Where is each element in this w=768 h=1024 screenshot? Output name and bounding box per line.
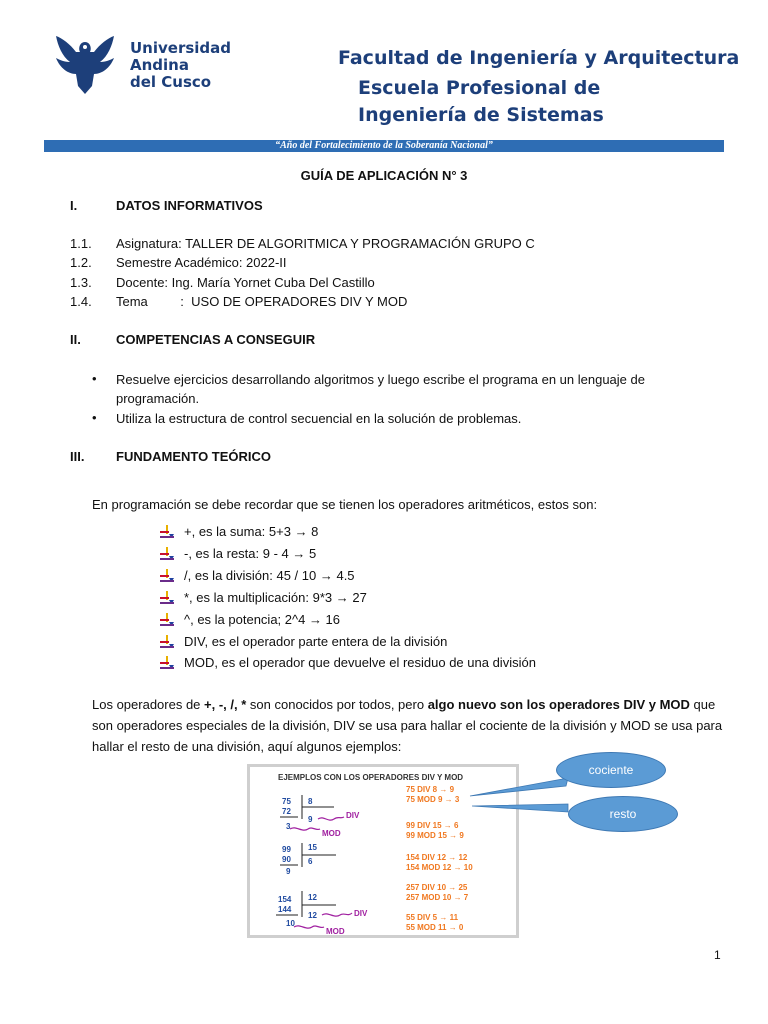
divisor: 15 [308, 843, 317, 852]
info-subject: Asignatura: TALLER DE ALGORITMICA Y PROGRAMACIÓN GRUPO C [116, 236, 535, 251]
figure-example: 154 DIV 12 → 12 [406, 853, 468, 862]
dividend: 154 [278, 895, 292, 904]
operator-item: *, es la multiplicación: 9*3 → 27 [184, 590, 367, 605]
bullet-dot: • [92, 410, 97, 425]
program-title: Ingeniería de Sistemas [358, 104, 604, 126]
operator-bullet-icon [160, 525, 174, 539]
guide-title: GUÍA DE APLICACIÓN N° 3 [300, 168, 468, 183]
operator-bullet-icon [160, 613, 174, 627]
operator-item: MOD, es el operador que devuelve el residuo de una división [184, 655, 536, 670]
quotient: 9 [308, 815, 313, 824]
section1-number: I. [70, 198, 78, 213]
paragraph-ops: +, -, /, * [204, 697, 247, 712]
info-semester: Semestre Académico: 2022-II [116, 255, 287, 270]
university-name [130, 40, 231, 91]
info-number: 1.3. [70, 275, 92, 290]
operator-item: /, es la división: 45 / 10 → 4.5 [184, 568, 355, 583]
figure-example: 99 MOD 15 → 9 [406, 831, 464, 840]
operator-bullet-icon [160, 656, 174, 670]
university-name-line1: Universidad [130, 39, 232, 57]
paragraph-text: son conocidos por todos, pero [246, 697, 428, 712]
operator-item: +, es la suma: 5+3 → 8 [184, 524, 319, 539]
figure-example: 55 DIV 5 → 11 [406, 913, 459, 922]
section3-title: FUNDAMENTO TEÓRICO [116, 449, 272, 464]
paragraph-text: que son operadores especiales de la división, DIV se usa para hallar el cociente de la división y MOD se usa para hallar el resto de una división, aquí algunos ejemplos: [92, 697, 723, 754]
div-label: DIV [354, 909, 368, 918]
dividend: 75 [282, 797, 291, 806]
info-number: 1.2. [70, 255, 92, 270]
quotient: 12 [308, 911, 317, 920]
operator-bullet-icon [160, 569, 174, 583]
remainder: 10 [286, 919, 295, 928]
info-number: 1.1. [70, 236, 92, 251]
operator-bullet-icon [160, 547, 174, 561]
intro-text: En programación se debe recordar que se tienen los operadores aritméticos, estos son: [92, 497, 598, 512]
quotient-callout: cociente [556, 752, 666, 788]
mod-label: MOD [326, 927, 345, 936]
info-number: 1.4. [70, 294, 92, 309]
subtrahend: 144 [278, 905, 292, 914]
quotient: 6 [308, 857, 313, 866]
figure-example: 257 MOD 10 → 7 [406, 893, 469, 902]
operator-bullet-icon [160, 591, 174, 605]
section1-title: DATOS INFORMATIVOS [116, 198, 263, 213]
university-name-line2: Andina [130, 56, 189, 74]
competence-item: Resuelve ejercicios desarrollando algoritmos y luego escribe el programa en un lenguaje de programación. [116, 372, 645, 406]
paragraph-highlight: algo nuevo son los operadores DIV y MOD [427, 697, 690, 712]
competence-item: Utiliza la estructura de control secuencial en la solución de problemas. [116, 411, 522, 426]
figure-example: 75 DIV 8 → 9 [406, 785, 455, 794]
div-label: DIV [346, 811, 360, 820]
subtrahend: 90 [282, 855, 291, 864]
rest-callout: resto [568, 796, 678, 832]
remainder: 3 [286, 822, 291, 831]
operator-item: ^, es la potencia; 2^4 → 16 [184, 612, 341, 627]
figure-example: 75 MOD 9 → 3 [406, 795, 460, 804]
figure-example: 257 DIV 10 → 25 [406, 883, 468, 892]
div-mod-paragraph [92, 694, 732, 757]
section3-number: III. [70, 449, 85, 464]
school-title: Escuela Profesional de [358, 77, 601, 99]
info-topic: Tema : USO DE OPERADORES DIV Y MOD [116, 294, 408, 309]
condor-icon [50, 30, 120, 100]
figure-example: 55 MOD 11 → 0 [406, 923, 464, 932]
operator-item: DIV, es el operador parte entera de la división [184, 634, 448, 649]
remainder: 9 [286, 867, 291, 876]
info-teacher: Docente: Ing. María Yornet Cuba Del Castillo [116, 275, 375, 290]
faculty-title: Facultad de Ingeniería y Arquitectura [338, 47, 740, 69]
section2-number: II. [70, 332, 81, 347]
paragraph-text: Los operadores de [92, 697, 205, 712]
figure-example: 154 MOD 12 → 10 [406, 863, 473, 872]
divisor: 12 [308, 893, 317, 902]
divisor: 8 [308, 797, 313, 806]
operator-bullet-icon [160, 635, 174, 649]
mod-label: MOD [322, 829, 341, 838]
dividend: 99 [282, 845, 291, 854]
operator-item: -, es la resta: 9 - 4 → 5 [184, 546, 317, 561]
section2-title: COMPETENCIAS A CONSEGUIR [116, 332, 316, 347]
bullet-dot: • [92, 371, 97, 386]
university-name-line3: del Cusco [130, 73, 212, 91]
figure-example: 99 DIV 15 → 6 [406, 821, 459, 830]
year-motto: “Año del Fortalecimiento de la Soberanía Nacional” [275, 140, 493, 151]
page-number: 1 [714, 948, 721, 962]
subtrahend: 72 [282, 807, 291, 816]
figure-title: EJEMPLOS CON LOS OPERADORES DIV Y MOD [278, 773, 464, 782]
